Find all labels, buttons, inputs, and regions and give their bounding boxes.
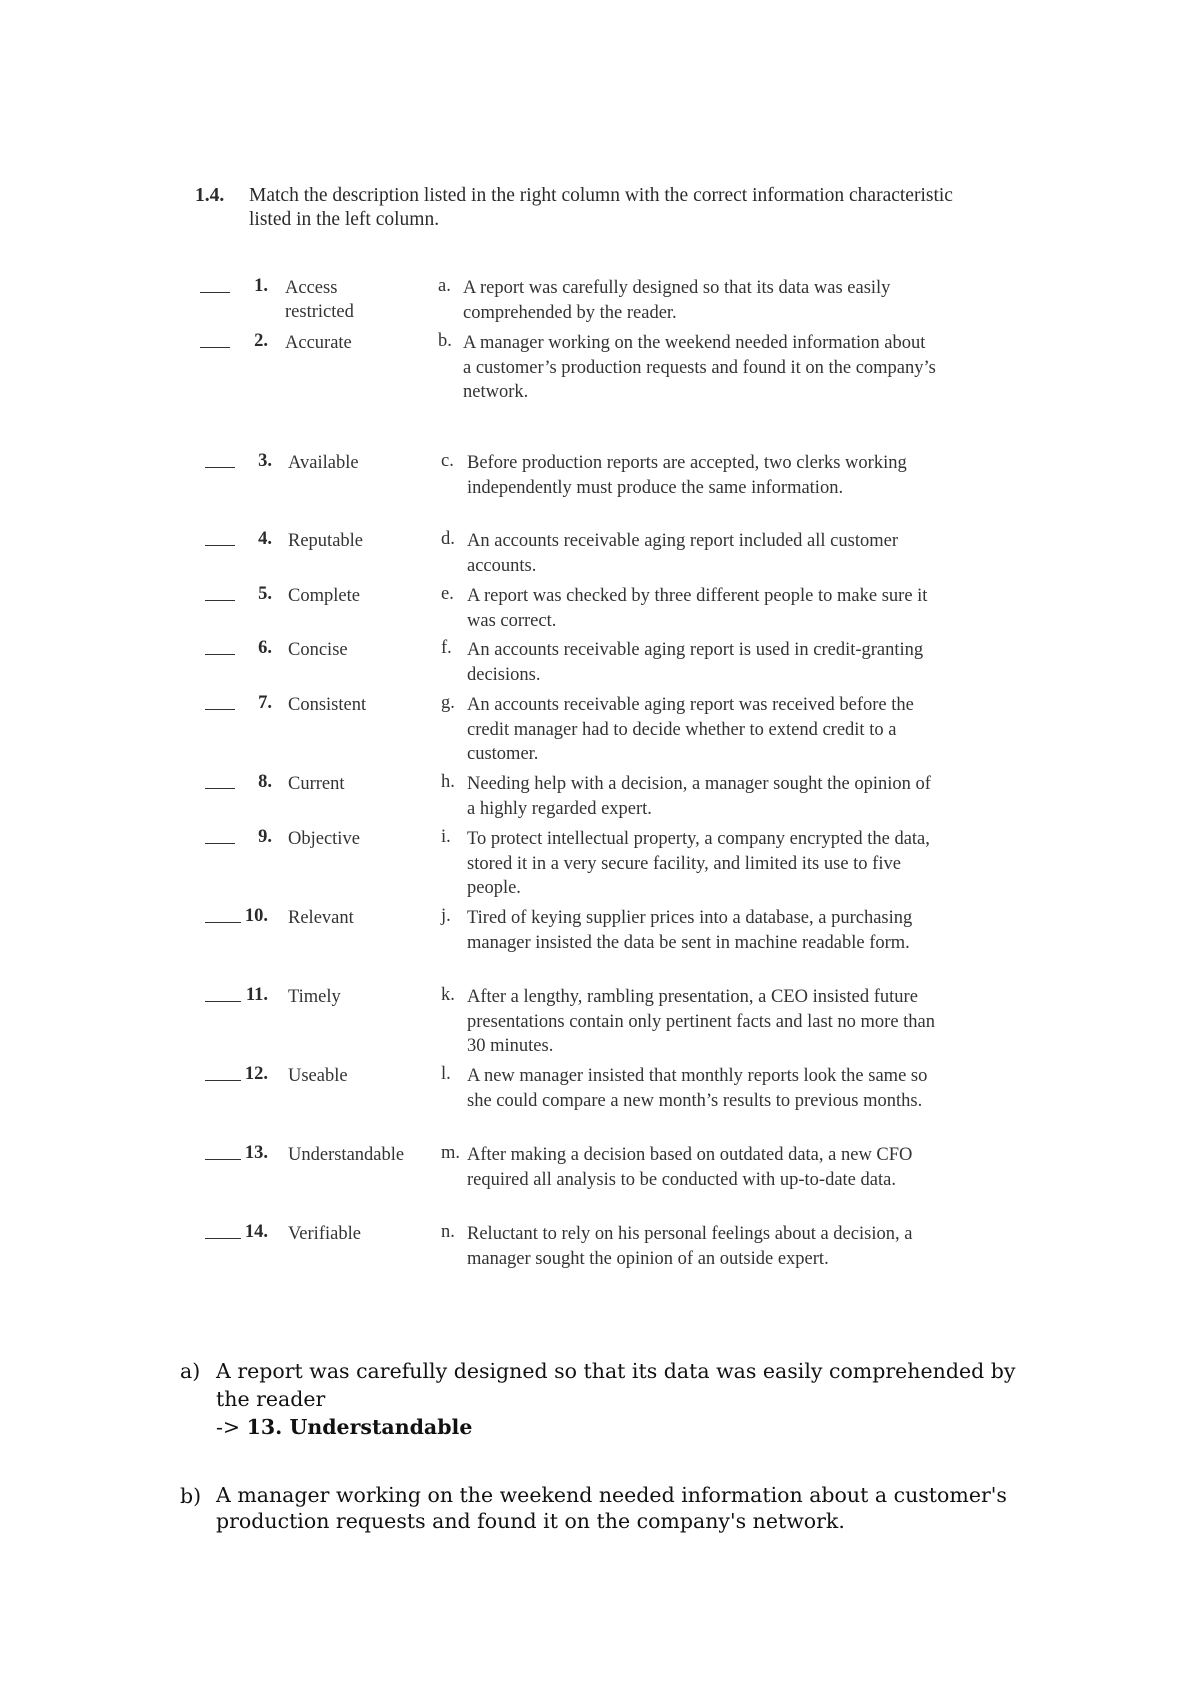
description-text: A manager working on the weekend needed information about a customer’s production requests and found it on the company’s network.	[463, 333, 936, 402]
answer-result-term: 13. Understandable	[246, 1415, 473, 1439]
answer-text: A manager working on the weekend needed information about a customer's production requests and found it on the company's network.	[216, 1483, 1007, 1533]
description-text: A report was checked by three different people to make sure it was correct.	[467, 586, 928, 631]
term-label: Relevant	[288, 908, 354, 928]
term-number: 4.	[258, 529, 272, 549]
description-text: A report was carefully designed so that its data was easily comprehended by the reader.	[463, 278, 891, 323]
answer-blank	[205, 545, 235, 546]
answer-blank	[205, 654, 235, 655]
description-letter: d.	[441, 529, 455, 549]
answer-blank	[200, 292, 230, 293]
description-letter: i.	[441, 827, 451, 847]
description-letter: l.	[441, 1064, 451, 1084]
term-label: Consistent	[288, 695, 367, 715]
answer-letter: b)	[180, 1484, 202, 1508]
description-text: Before production reports are accepted, two clerks working independently must produce the same information.	[467, 453, 907, 498]
term-number: 6.	[258, 638, 272, 658]
term-label: Available	[288, 453, 359, 473]
term-label: Access restricted	[285, 278, 354, 322]
description-letter: e.	[441, 584, 454, 604]
term-label: Useable	[288, 1066, 348, 1086]
answer-blank	[205, 467, 235, 468]
term-number: 10.	[244, 906, 268, 926]
description-letter: k.	[441, 985, 455, 1005]
description-text: To protect intellectual property, a company encrypted the data, stored it in a very secure facility, and limited its use to five people.	[467, 829, 930, 898]
term-number: 3.	[258, 451, 272, 471]
answer-text: A report was carefully designed so that its data was easily comprehended by the reader	[216, 1359, 1016, 1411]
description-letter: n.	[441, 1222, 455, 1242]
description-text: After making a decision based on outdated data, a new CFO required all analysis to be conducted with up-to-date data.	[467, 1145, 913, 1190]
description-letter: a.	[438, 276, 451, 296]
term-label: Current	[288, 774, 345, 794]
description-letter: c.	[441, 451, 454, 471]
term-number: 12.	[244, 1064, 268, 1084]
description-letter: f.	[441, 638, 452, 658]
answer-blank	[200, 347, 230, 348]
term-number: 7.	[258, 693, 272, 713]
term-label: Complete	[288, 586, 360, 606]
description-text: Tired of keying supplier prices into a database, a purchasing manager insisted the data be sent in machine readable form.	[467, 908, 913, 953]
term-number: 8.	[258, 772, 272, 792]
description-letter: b.	[438, 331, 452, 351]
term-number: 9.	[258, 827, 272, 847]
term-label: Accurate	[285, 333, 352, 353]
term-label: Understandable	[288, 1145, 405, 1165]
term-label: Verifiable	[288, 1224, 361, 1244]
description-text: An accounts receivable aging report included all customer accounts.	[467, 531, 898, 576]
term-label: Reputable	[288, 531, 364, 551]
answer-blank	[205, 788, 235, 789]
answer-blank	[205, 843, 235, 844]
answer-blank	[205, 709, 235, 710]
description-text: Reluctant to rely on his personal feelings about a decision, a manager sought the opinion of an outside expert.	[467, 1224, 913, 1269]
description-letter: j.	[441, 906, 451, 926]
term-number: 13.	[244, 1143, 268, 1163]
term-number: 14.	[244, 1222, 268, 1242]
description-text: An accounts receivable aging report was received before the credit manager had to decide whether to extend credit to a customer.	[467, 695, 914, 764]
question-number: 1.4.	[195, 185, 225, 206]
description-letter: g.	[441, 693, 455, 713]
description-letter: h.	[441, 772, 455, 792]
question-text: Match the description listed in the right column with the correct information characteristic listed in the left column.	[249, 185, 953, 230]
description-text: Needing help with a decision, a manager sought the opinion of a highly regarded expert.	[467, 774, 931, 819]
description-letter: m.	[441, 1143, 461, 1163]
term-label: Timely	[288, 987, 341, 1007]
term-number: 1.	[254, 276, 268, 296]
description-text: After a lengthy, rambling presentation, a CEO insisted future presentations contain only pertinent facts and last no more than 30 minutes.	[467, 987, 936, 1056]
answer-letter: a)	[180, 1359, 201, 1383]
term-number: 11.	[245, 985, 268, 1005]
term-number: 2.	[254, 331, 268, 351]
answer-blank	[205, 600, 235, 601]
term-label: Concise	[288, 640, 348, 660]
answer-result	[216, 1413, 472, 1441]
answer-arrow: ->	[216, 1415, 241, 1439]
term-label: Objective	[288, 829, 360, 849]
term-number: 5.	[258, 584, 272, 604]
description-text: A new manager insisted that monthly reports look the same so she could compare a new month’s results to previous months.	[467, 1066, 928, 1111]
description-text: An accounts receivable aging report is used in credit-granting decisions.	[467, 640, 924, 685]
